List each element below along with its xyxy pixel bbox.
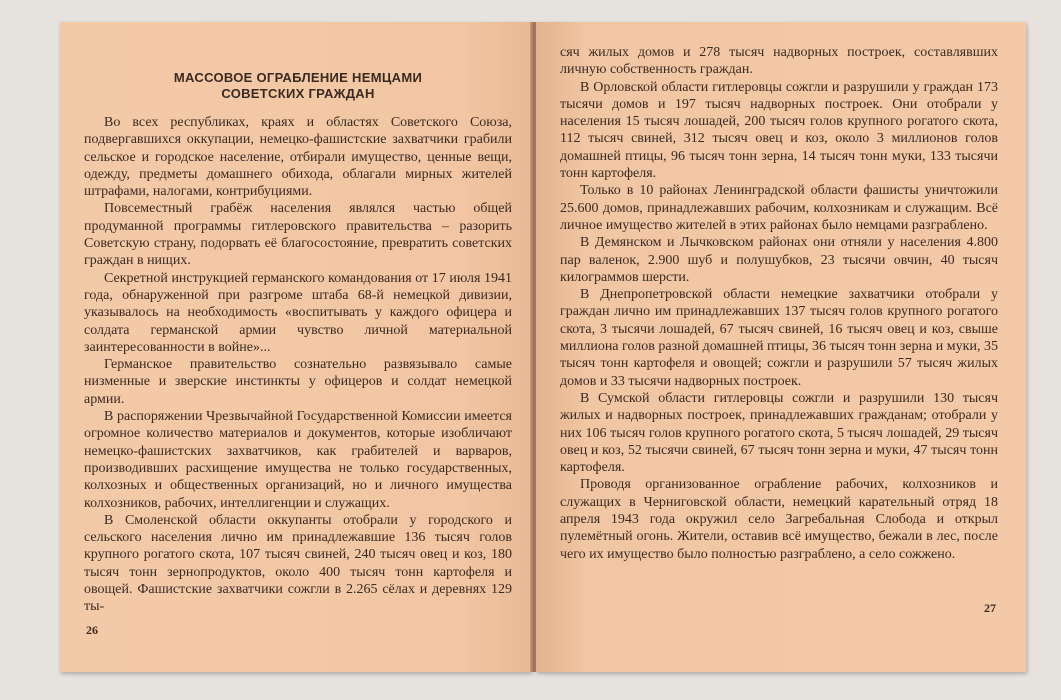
paragraph: В Орловской области гитлеровцы сожгли и разрушили у граждан 173 тысячи домов и 197 тысяч надворных построек. Они отобрали у населения 15 тысяч лошадей, 200 тысяч голов крупного рогатого скота, 112 тысяч свиней, 312 тысяч овец и коз, около 3 миллионов голов домашней птицы, 96 тысяч тонн зерна, 14 тысяч тонн муки, 133 тысячи тонн картофеля. — [560, 79, 998, 182]
paragraph: В Сумской области гитлеровцы сожгли и разрушили 130 тысяч жилых и надворных построек, принадлежавших гражданам; отобрали у них 106 тысяч голов крупного рогатого скота, 5 тысяч лошадей, 29 тысяч овец и коз, 52 тысячи свиней, 67 тысяч тонн зерна и муки, 47 тысяч тонн картофеля. — [560, 390, 998, 476]
paragraph: Проводя организованное ограбление рабочих, колхозников и служащих в Черниговской области, немецкий карательный отряд 18 апреля 1943 года окружил село Загребальная Слобода и открыл пулемётный огонь. Жители, оставив всё имущество, бежали в лес, после чего их имущество было полностью разграблено, а село сожжено. — [560, 477, 998, 562]
page-number-right: 27 — [984, 601, 996, 615]
paragraph: Секретной инструкцией германского командования от 17 июля 1941 года, обнаруженной при разгроме штаба 68-й немецкой дивизии, указывалось на необходимость «воспитывать у каждого офицера и солдата германской армии чувство личной материальной заинтересованности в войне»... — [84, 270, 512, 355]
paragraph: Повсеместный грабёж населения являлся частью общей продуманной программы гитлеровского правительства – разорить Советскую страну, подорвать её благосостояние, превратить советских граждан в нищих. — [84, 201, 512, 269]
paragraph: Германское правительство сознательно развязывало самые низменные и зверские инстинкты у офицеров и солдат немецкой армии. — [84, 357, 512, 407]
section-heading — [84, 70, 512, 102]
paragraph: Только в 10 районах Ленинградской области фашисты уничтожили 25.600 домов, принадлежавших рабочим, колхозникам и служащим. Всё личное имущество жителей в этих районах было немцами разграблено. — [560, 183, 998, 233]
paragraph: В Днепропетровской области немецкие захватчики отобрали у граждан лично им принадлежавших 137 тысяч голов крупного рогатого скота, 3 тысячи лошадей, 67 тысяч свиней, 16 тысяч овец и коз, свыше миллиона голов разной домашней птицы, 36 тысяч тонн зерна и муки, 35 тысяч тонн картофеля и овощей; сожгли и разрушили 57 тысяч жилых домов и 33 тысячи надворных построек. — [560, 287, 998, 389]
right-page — [536, 22, 1026, 672]
paragraph: В Смоленской области оккупанты отобрали у городского и сельского населения лично им принадлежавшие 136 тысяч голов крупного рогатого скота, 107 тысяч свиней, 240 тысяч овец и коз, 180 тысяч тонн зернопродуктов, около 400 тысяч тонн картофеля и овощей. Фашистские захватчики сожгли в 2.265 сёлах и деревнях 129 ты- — [84, 512, 512, 615]
page-number-left: 26 — [86, 623, 98, 637]
paragraph: В Демянском и Лычковском районах они отняли у населения 4.800 пар валенок, 2.900 шуб и полушубков, 23 тысячи овчин, 40 тысяч килограммов шерсти. — [560, 235, 998, 285]
heading-line-1: МАССОВОЕ ОГРАБЛЕНИЕ НЕМЦАМИ — [173, 70, 423, 85]
right-page-content — [560, 44, 998, 563]
left-page-content — [84, 70, 512, 616]
paragraph: Во всех республиках, краях и областях Советского Союза, подвергавшихся оккупации, немецко-фашистские захватчики грабили сельское и городское население, отбирали имущество, ценные вещи, одежду, предметы домашнего обихода, облагали мирных жителей штрафами, налогами, контрибуциями. — [84, 115, 512, 200]
heading-line-2: СОВЕТСКИХ ГРАЖДАН — [221, 86, 375, 101]
left-page — [60, 22, 532, 672]
paragraph: В распоряжении Чрезвычайной Государственной Комиссии имеется огромное количество материалов и документов, которые изобличают немецко-фашистских захватчиков, как грабителей и варваров, производивших расхищение имущества не только государственных, колхозных и общественных организаций, но и личного имущества колхозников, рабочих, интеллигенции и служащих. — [84, 409, 512, 511]
paragraph-continuation: сяч жилых домов и 278 тысяч надворных построек, составлявших личную собственность граждан. — [560, 45, 998, 78]
